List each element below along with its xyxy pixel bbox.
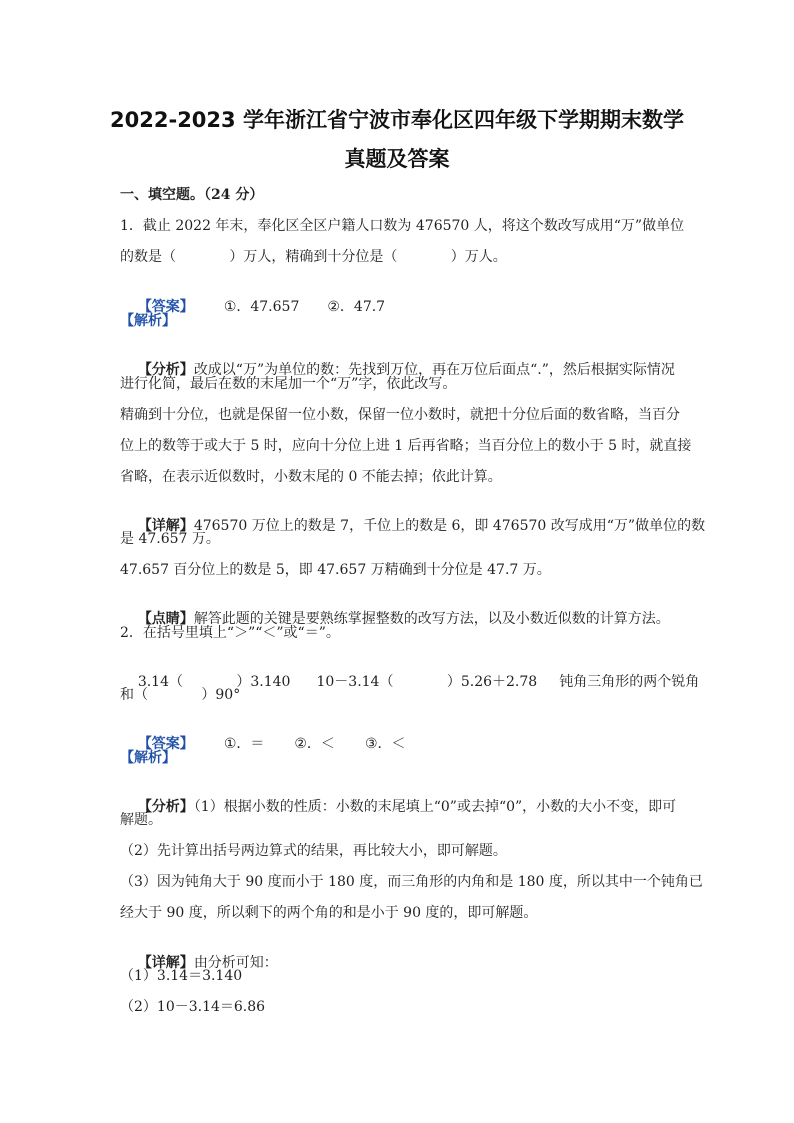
q2-fenxi-line3: （2）先计算出括号两边算式的结果，再比较大小，即可解题。 <box>120 843 507 859</box>
q1-fenxi-text1: 改成以“万”为单位的数：先找到万位，再在万位后面点“.”，然后根据实际情况 <box>193 362 675 378</box>
section-heading: 一、填空题。（24 分） <box>120 187 264 203</box>
doc-title-line2: 真题及答案 <box>344 147 450 171</box>
q1-para2-line2: 位上的数等于或大于 5 时，应向十分位上进 1 后再省略；当百分位上的数小于 5 时，就直接 <box>120 438 692 454</box>
q1-xiangjie-line2: 是 47.657 万。 <box>120 531 220 547</box>
q2-stem: 2．在括号里填上“＞”“＜”或“＝”。 <box>120 625 340 641</box>
q2-fenxi-line5: 经大于 90 度，所以剩下的两个角的和是小于 90 度的，即可解题。 <box>120 905 538 921</box>
q1-xiangjie-text1: 476570 万位上的数是 7，千位上的数是 6，即 476570 改写成用“万”做单位的数 <box>193 518 706 534</box>
q2-row2: 和（ ）90° <box>120 687 241 703</box>
q2-solution-1: （1）3.14＝3.140 <box>120 968 243 984</box>
q2-fenxi-line2: 解题。 <box>120 812 162 828</box>
q1-stem-line1: 1．截止 2022 年末，奉化区全区户籍人口数为 476570 人，将这个数改写成用“万”做单位 <box>120 218 685 234</box>
dianjing-tag: 【点睛】 <box>137 611 194 627</box>
q1-dianjing-text: 解答此题的关键是要熟练掌握整数的改写方法，以及小数近似数的计算方法。 <box>193 611 670 627</box>
q1-para2-line3: 省略，在表示近似数时，小数末尾的 0 不能去掉；依此计算。 <box>120 469 502 485</box>
q2-fenxi-line4: （3）因为钝角大于 90 度而小于 180 度，而三角形的内角和是 180 度，所以其中一个钝角已 <box>120 874 703 890</box>
answer-tag: 【答案】 <box>137 736 194 752</box>
q1-answer-2: ②．47.7 <box>327 299 386 315</box>
answer-tag: 【答案】 <box>137 299 194 315</box>
fenxi-tag: 【分析】 <box>137 362 194 378</box>
doc-title-line1: 2022-2023 学年浙江省宁波市奉化区四年级下学期期末数学 <box>110 108 684 132</box>
q2-answer-3: ③．＜ <box>364 736 406 752</box>
q2-fenxi-line1 <box>120 780 676 834</box>
q1-answer-1: ①．47.657 <box>223 299 300 315</box>
q2-solution-2: （2）10－3.14＝6.86 <box>120 999 266 1015</box>
q1-xiangjie-line3: 47.657 百分位上的数是 5，即 47.657 万精确到十分位是 47.7 万。 <box>120 562 551 578</box>
q2-item-c: 钝角三角形的两个锐角 <box>559 674 700 690</box>
q1-fenxi-line2: 进行化简，最后在数的末尾加一个“万”字，依此改写。 <box>120 376 457 392</box>
q2-xiangjie-text: 由分析可知： <box>193 955 278 971</box>
q1-jiexi-tag: 【解析】 <box>120 313 176 329</box>
q2-item-b: 10－3.14（ ）5.26＋2.78 <box>316 674 538 690</box>
xiangjie-tag: 【详解】 <box>137 955 194 971</box>
fenxi-tag: 【分析】 <box>137 799 194 815</box>
q1-stem-line2: 的数是（ ）万人，精确到十分位是（ ）万人。 <box>120 249 507 265</box>
xiangjie-tag: 【详解】 <box>137 518 194 534</box>
q2-fenxi-text1: （1）根据小数的性质：小数的末尾填上“0”或去掉“0”，小数的大小不变，即可 <box>193 799 677 815</box>
q2-item-a: 3.14（ ）3.140 <box>137 674 291 690</box>
q2-jiexi-tag: 【解析】 <box>120 750 176 766</box>
q2-answer-1: ①．＝ <box>223 736 265 752</box>
q1-para2-line1: 精确到十分位，也就是保留一位小数，保留一位小数时，就把十分位后面的数省略，当百分 <box>120 407 680 423</box>
q2-answer-2: ②．＜ <box>294 736 335 752</box>
